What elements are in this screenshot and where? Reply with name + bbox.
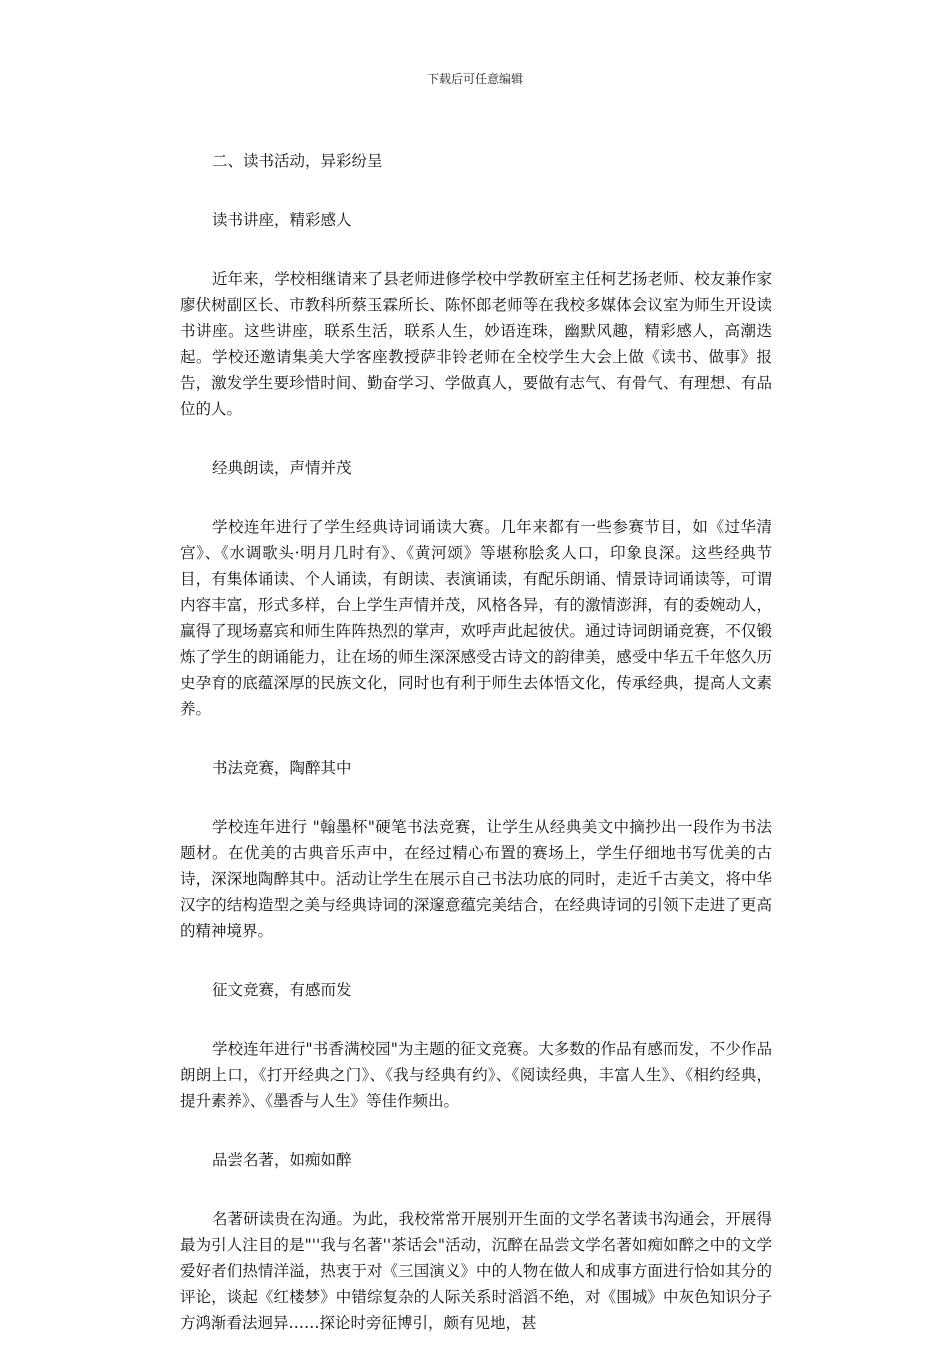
subheading-lectures: 读书讲座，精彩感人	[212, 211, 352, 229]
subheading-essay-contest: 征文竞赛，有感而发	[212, 981, 352, 999]
paragraph-calligraphy: 学校连年进行 "翰墨杯"硬笔书法竞赛，让学生从经典美文中摘抄出一段作为书法题材。在优美的古典音乐声中，在经过精心布置的赛场上，学生仔细地书写优美的古诗，深深地陶醉其中。活动让学生在展示自己书法功底的同时，走近千古美文，将中华汉字的结构造型之美与经典诗词的深邃意蕴完美结合，在经典诗词的引领下走进了更高的精神境界。	[180, 818, 772, 940]
subheading-recitation: 经典朗读，声情并茂	[212, 459, 352, 477]
document-body	[180, 148, 772, 1369]
paragraph-classics: 名著研读贵在沟通。为此，我校常常开展别开生面的文学名著读书沟通会，开展得最为引人注目的是"''我与名著''茶话会"活动，沉醉在品尝文学名著如痴如醉之中的文学爱好者们热情洋溢，热衷于对《三国演义》中的人物在做人和成事方面进行恰如其分的评论，谈起《红楼梦》中错综复杂的人际关系时滔滔不绝，对《围城》中灰色知识分子方鸿渐看法迥异……探论时旁征博引，颇有见地，甚	[180, 1210, 772, 1332]
subheading-classics: 品尝名著，如痴如醉	[212, 1151, 352, 1169]
paragraph-lectures: 近年来，学校相继请来了县老师进修学校中学教研室主任柯艺扬老师、校友兼作家廖伏树副区长、市教科所蔡玉霖所长、陈怀郎老师等在我校多媒体会议室为师生开设读书讲座。这些讲座，联系生活，联系人生，妙语连珠，幽默风趣，精彩感人，高潮迭起。学校还邀请集美大学客座教授萨非铃老师在全校学生大会上做《读书、做事》报告，激发学生要珍惜时间、勤奋学习、学做真人，要做有志气、有骨气、有理想、有品位的人。	[180, 270, 772, 418]
subheading-calligraphy: 书法竞赛，陶醉其中	[212, 759, 352, 777]
page-header-note: 下载后可任意编辑	[426, 72, 523, 86]
paragraph-essay-contest: 学校连年进行"书香满校园"为主题的征文竞赛。大多数的作品有感而发，不少作品朗朗上口，《打开经典之门》、《我与经典有约》、《阅读经典，丰富人生》、《相约经典，提升素养》、《墨香与人生》等佳作频出。	[180, 1040, 772, 1110]
paragraph-recitation: 学校连年进行了学生经典诗词诵读大赛。几年来都有一些参赛节目，如《过华清宫》、《水调歌头·明月几时有》、《黄河颂》等堪称脍炙人口，印象良深。这些经典节目，有集体诵读、个人诵读，有朗读、表演诵读，有配乐朗诵、情景诗词诵读等，可谓内容丰富，形式多样，台上学生声情并茂，风格各异，有的激情澎湃，有的委婉动人，赢得了现场嘉宾和师生阵阵热烈的掌声，欢呼声此起彼伏。通过诗词朗诵竞赛，不仅锻炼了学生的朗诵能力，让在场的师生深深感受古诗文的韵律美，感受中华五千年悠久历史孕育的底蕴深厚的民族文化，同时也有利于师生去体悟文化，传承经典，提高人文素养。	[180, 518, 772, 718]
section-title: 二、读书活动，异彩纷呈	[212, 152, 383, 170]
